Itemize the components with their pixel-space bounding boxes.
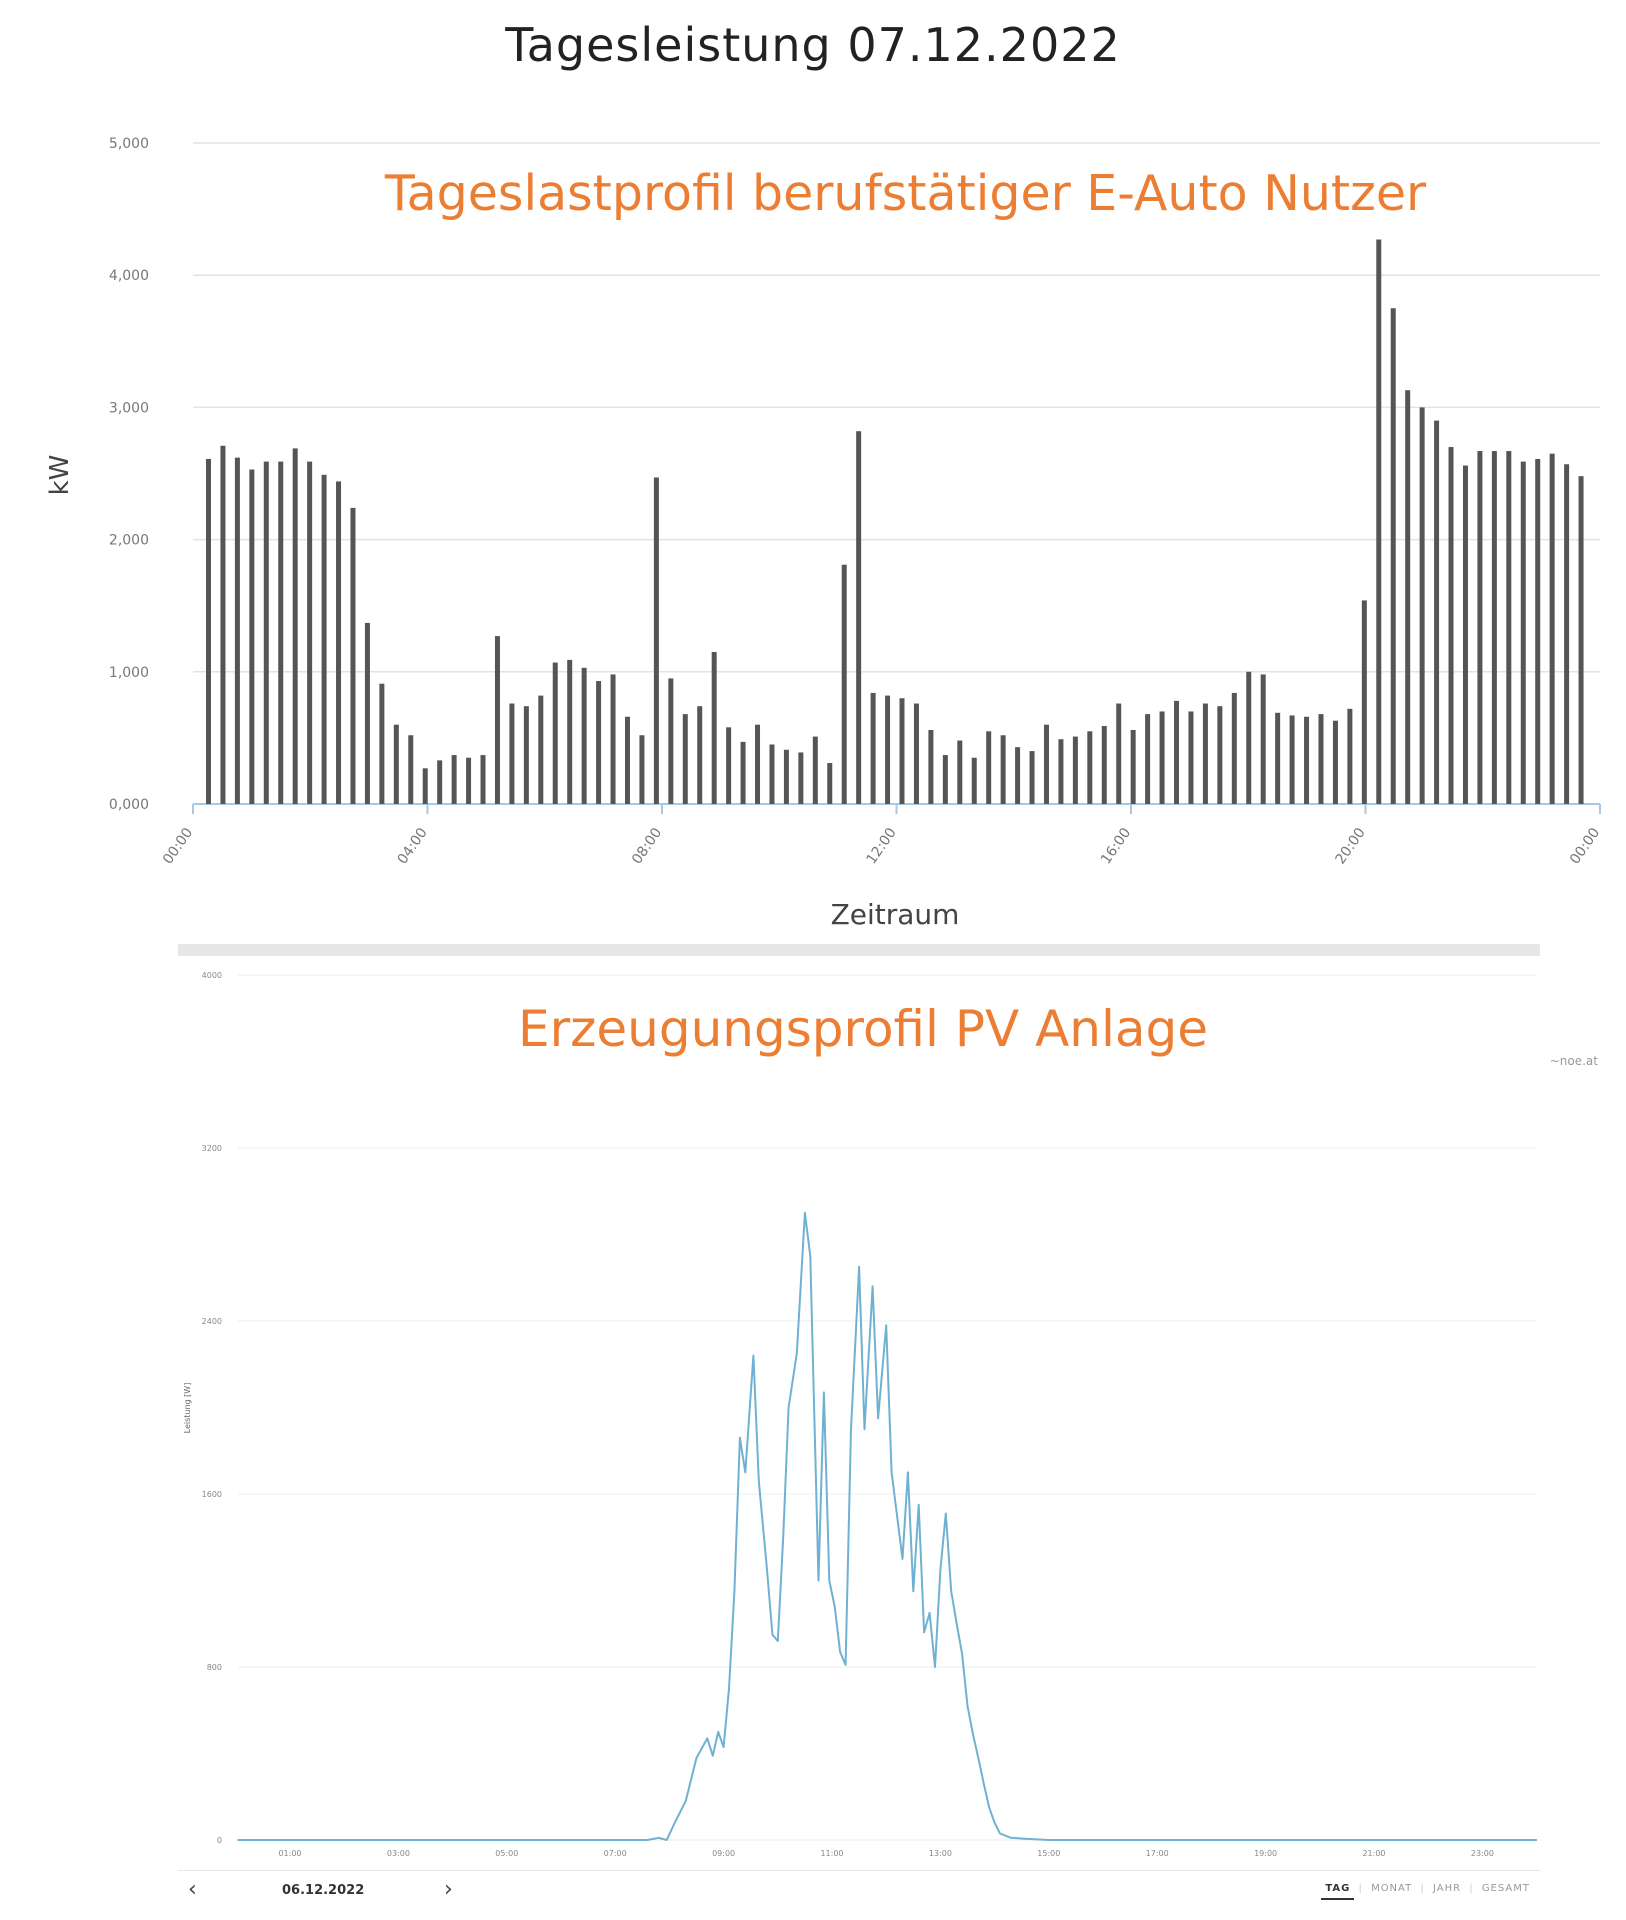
y-tick-label: 1,000 (108, 664, 149, 681)
previous-day-button[interactable]: ‹ (188, 1877, 197, 1902)
data-point (994, 1822, 996, 1824)
y-tick-label: 5,000 (108, 136, 149, 152)
data-point (810, 1255, 812, 1257)
pv-generation-title: Erzeugungsprofil PV Anlage (518, 1000, 1208, 1058)
y-tick-label: 0,000 (108, 797, 149, 813)
x-tick-label: 20:00 (1332, 825, 1369, 868)
data-point (758, 1480, 760, 1482)
data-point (658, 1837, 660, 1839)
tab-separator: | (1358, 1883, 1363, 1894)
data-point (978, 1757, 980, 1759)
date-navigation-bar (178, 1870, 1540, 1911)
data-point (934, 1666, 936, 1668)
x-tick-label: 00:00 (1567, 825, 1604, 868)
x-tick-label: 01:00 (278, 1849, 302, 1858)
y-tick-label: 2,000 (108, 532, 149, 549)
data-point (696, 1757, 698, 1759)
tab-separator: | (1469, 1883, 1474, 1894)
data-point (777, 1640, 779, 1642)
data-point (1048, 1839, 1050, 1841)
x-tick-label: 12:00 (863, 825, 900, 868)
data-point (788, 1407, 790, 1409)
data-point (967, 1705, 969, 1707)
x-tick-label: 00:00 (160, 825, 197, 868)
data-point (850, 1428, 852, 1430)
y-tick-label: 1600 (201, 1490, 222, 1499)
source-label: ~noe.at (1549, 1054, 1598, 1068)
x-tick-label: 15:00 (1037, 1849, 1061, 1858)
y-axis-label: Leistung [W] (183, 1382, 192, 1434)
data-point (753, 1355, 755, 1357)
page-title: Tagesleistung 07.12.2022 (505, 18, 1121, 72)
data-point (885, 1325, 887, 1327)
data-point (907, 1472, 909, 1474)
data-point (872, 1286, 874, 1288)
data-point (864, 1428, 866, 1430)
data-point (744, 1472, 746, 1474)
data-point (666, 1839, 668, 1841)
data-point (1075, 1839, 1077, 1841)
y-axis-label: kW (45, 454, 75, 496)
x-tick-label: 07:00 (603, 1849, 627, 1858)
data-point (961, 1653, 963, 1655)
data-point (796, 1353, 798, 1355)
tab-tag[interactable]: TAG (1321, 1883, 1354, 1900)
x-tick-label: 04:00 (394, 825, 431, 868)
data-point (877, 1418, 879, 1420)
data-point (734, 1591, 736, 1593)
date-label[interactable]: 06.12.2022 (282, 1883, 365, 1898)
pv-series-line (238, 1213, 1537, 1840)
data-point (902, 1558, 904, 1560)
data-point (712, 1755, 714, 1757)
data-point (918, 1504, 920, 1506)
y-tick-label: 3200 (201, 1144, 222, 1153)
data-point (972, 1733, 974, 1735)
data-point (988, 1807, 990, 1809)
data-point (674, 1822, 676, 1824)
data-point (945, 1513, 947, 1515)
y-tick-label: 800 (206, 1663, 222, 1672)
x-tick-label: 05:00 (495, 1849, 519, 1858)
data-point (1010, 1837, 1012, 1839)
data-point (237, 1839, 239, 1841)
data-point (739, 1437, 741, 1439)
x-tick-label: 21:00 (1362, 1849, 1386, 1858)
data-point (1102, 1839, 1104, 1841)
data-point (685, 1800, 687, 1802)
period-tabs (1321, 1883, 1534, 1894)
data-point (923, 1632, 925, 1634)
x-tick-label: 09:00 (712, 1849, 736, 1858)
load-profile-title: Tageslastprofil berufstätiger E-Auto Nutzer (384, 165, 1427, 222)
next-day-button[interactable]: › (444, 1877, 453, 1902)
data-point (782, 1536, 784, 1538)
data-point (1113, 1839, 1115, 1841)
x-tick-label: 16:00 (1098, 825, 1135, 868)
data-point (956, 1623, 958, 1625)
y-tick-label: 3,000 (108, 400, 149, 417)
data-point (728, 1688, 730, 1690)
y-tick-label: 0 (216, 1836, 222, 1845)
x-axis-label: Zeitraum (830, 898, 960, 931)
data-point (913, 1591, 915, 1593)
data-point (940, 1569, 942, 1571)
data-point (950, 1591, 952, 1593)
data-point (891, 1472, 893, 1474)
data-point (647, 1839, 649, 1841)
x-tick-label: 03:00 (386, 1849, 410, 1858)
x-tick-label: 23:00 (1470, 1849, 1494, 1858)
data-point (929, 1612, 931, 1614)
data-point (983, 1783, 985, 1785)
data-point (707, 1738, 709, 1740)
tab-monat[interactable]: MONAT (1371, 1883, 1413, 1894)
data-point (823, 1392, 825, 1394)
data-point (858, 1266, 860, 1268)
data-point (1536, 1839, 1538, 1841)
data-point (834, 1606, 836, 1608)
data-point (818, 1580, 820, 1582)
data-point (723, 1746, 725, 1748)
data-point (772, 1634, 774, 1636)
data-point (717, 1731, 719, 1733)
data-point (766, 1569, 768, 1571)
data-point (999, 1833, 1001, 1835)
data-point (828, 1580, 830, 1582)
x-tick-label: 19:00 (1254, 1849, 1278, 1858)
data-point (839, 1651, 841, 1653)
data-point (804, 1212, 806, 1214)
tab-jahr[interactable]: JAHR (1432, 1883, 1462, 1894)
y-tick-label: 4,000 (108, 268, 149, 285)
x-tick-label: 17:00 (1145, 1849, 1169, 1858)
x-tick-label: 08:00 (629, 825, 666, 868)
tab-gesamt[interactable]: GESAMT (1481, 1883, 1530, 1894)
x-tick-label: 13:00 (928, 1849, 952, 1858)
tab-separator: | (1420, 1883, 1425, 1894)
data-point (845, 1664, 847, 1666)
data-point (1026, 1838, 1028, 1840)
y-tick-label: 4000 (201, 971, 222, 980)
x-tick-label: 11:00 (820, 1849, 844, 1858)
y-tick-label: 2400 (201, 1317, 222, 1326)
